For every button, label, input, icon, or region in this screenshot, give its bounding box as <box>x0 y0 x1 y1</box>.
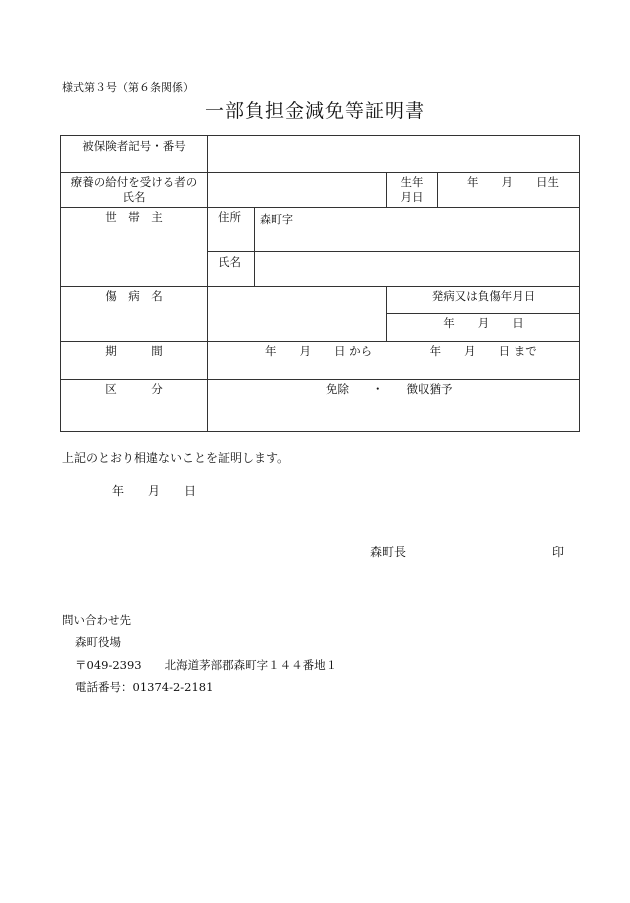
birth-label-line2: 月日 <box>400 190 424 204</box>
mayor-title: 森町長 <box>370 545 407 559</box>
patient-label-line1: 療養の給付を受ける者の <box>70 175 198 189</box>
category-options[interactable]: 免除 ・ 徴収猶予 <box>326 382 453 396</box>
certification-statement: 上記のとおり相違ないことを証明します。 <box>62 451 290 465</box>
onset-date-field[interactable]: 年 月 日 <box>443 316 524 330</box>
contact-heading: 問い合わせ先 <box>62 613 131 627</box>
onset-date-label: 発病又は負傷年月日 <box>431 289 536 303</box>
patient-name-field[interactable] <box>208 173 386 207</box>
disease-label: 傷 病 名 <box>105 289 163 303</box>
category-label: 区 分 <box>105 382 163 396</box>
disease-name-field[interactable] <box>208 287 386 341</box>
issue-date: 年 月 日 <box>112 484 197 498</box>
page-title: 一部負担金減免等証明書 <box>204 100 425 122</box>
contact-phone: 電話番号：01374-2-2181 <box>75 680 214 694</box>
birth-label-line1: 生年 <box>400 175 424 189</box>
householder-name-label: 氏名 <box>218 255 241 269</box>
period-label: 期 間 <box>105 344 163 358</box>
insured-number-label: 被保険者記号・番号 <box>82 139 186 153</box>
householder-label: 世 帯 主 <box>105 210 163 224</box>
form-number: 様式第３号（第６条関係） <box>62 81 194 94</box>
contact-address: 〒049-2393 北海道茅部郡森町字１４４番地１ <box>75 658 338 672</box>
address-field[interactable]: 森町字 <box>260 213 293 226</box>
contact-office: 森町役場 <box>75 635 121 649</box>
birth-date-field[interactable]: 年 月 日生 <box>467 175 559 189</box>
period-field[interactable]: 年 月 日 から 年 月 日 まで <box>265 344 537 358</box>
householder-name-field[interactable] <box>255 252 579 286</box>
patient-label-line2: 氏名 <box>122 190 146 204</box>
seal-mark: 印 <box>552 545 565 559</box>
insured-number-field[interactable] <box>208 136 579 172</box>
address-label: 住所 <box>218 210 241 224</box>
